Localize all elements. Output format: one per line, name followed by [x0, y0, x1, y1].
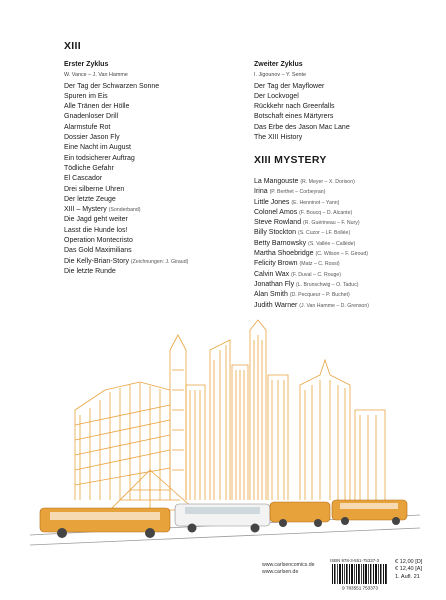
title-item: [254, 198, 439, 208]
price-block: [395, 559, 422, 581]
title-item: [254, 82, 434, 92]
title-item: [254, 208, 439, 218]
title-text: Billy Stockton: [254, 229, 297, 237]
title-note: (F. Boucq – D. Alcante): [299, 209, 353, 216]
title-item: [254, 218, 439, 228]
title-text: Das Gold Maximilians: [64, 247, 132, 255]
title-text: Judith Warner: [254, 301, 298, 309]
title-text: Operation Montecristo: [64, 237, 133, 245]
title-text: Jonathan Fly: [254, 280, 295, 288]
title-item: [64, 215, 244, 225]
left-subheading: Erster Zyklus: [64, 61, 109, 68]
title-item: [64, 185, 244, 195]
title-text: Der Lockvogel: [254, 92, 299, 100]
title-text: Colonel Amos: [254, 208, 298, 216]
title-note: (P. Berthet – Corbeyran): [269, 189, 326, 196]
title-item: [254, 228, 439, 238]
city-skyline-illustration: [0, 290, 446, 560]
title-text: Betty Barnowsky: [254, 239, 307, 247]
title-item: [64, 154, 244, 164]
title-note: (L. Brunschwig – O. Taduc): [296, 281, 359, 288]
title-item: [254, 177, 439, 187]
right-column: [254, 60, 434, 143]
title-item: [64, 92, 244, 102]
title-item: [254, 112, 434, 122]
left-column: [64, 60, 244, 277]
title-text: Dossier Jason Fly: [64, 134, 120, 142]
title-text: Die Kelly-Brian-Story: [64, 257, 129, 265]
title-text: Alan Smith: [254, 291, 288, 299]
title-note: (Sonderband): [108, 207, 141, 214]
title-item: [64, 236, 244, 246]
edition-note: 1. Aufl. 21: [395, 573, 420, 580]
title-text: Der letzte Zeuge: [64, 195, 116, 203]
title-text: Calvin Wax: [254, 270, 290, 278]
title-item: [254, 239, 439, 249]
title-item: [64, 257, 244, 267]
title-item: [254, 259, 439, 269]
title-item: [254, 249, 439, 259]
mystery-heading: XIII MYSTERY: [254, 154, 327, 166]
title-item: [254, 187, 439, 197]
title-text: Botschaft eines Märtyrers: [254, 113, 334, 121]
left-title-list: [64, 82, 244, 278]
left-heading: XIII: [64, 40, 81, 52]
title-text: Spuren im Eis: [64, 92, 108, 100]
title-item: [64, 133, 244, 143]
title-item: [254, 133, 434, 143]
title-item: [64, 205, 244, 215]
title-item: [64, 164, 244, 174]
title-item: [254, 270, 439, 280]
title-text: La Mangouste: [254, 178, 299, 185]
title-text: Das Erbe des Jason Mac Lane: [254, 123, 350, 131]
title-note: (J. Van Hamme – D. Grenson): [299, 302, 369, 309]
right-title-list: [254, 82, 434, 144]
title-item: [254, 280, 439, 290]
title-text: Little Jones: [254, 198, 290, 206]
title-text: Die letzte Runde: [64, 267, 116, 275]
title-item: [254, 123, 434, 133]
website-carlsencomics[interactable]: www.carlsencomics.de: [262, 562, 315, 568]
title-text: Alarmstufe Rot: [64, 123, 111, 131]
title-note: (R. Meyer – X. Dorison): [300, 179, 355, 185]
title-text: The XIII History: [254, 134, 303, 142]
barcode: [330, 564, 390, 590]
title-note: (E. Henninot – Yann): [291, 199, 340, 206]
title-note: (R. Guérineau – F. Nury): [303, 220, 360, 227]
title-note: (S. Cuzor – LF. Bollée): [297, 230, 351, 237]
title-text: Der Tag der Schwarzen Sonne: [64, 82, 160, 90]
title-item: [254, 102, 434, 112]
title-item: [64, 174, 244, 184]
website-carlsen[interactable]: www.carlsen.de: [262, 569, 299, 575]
title-text: Drei silberne Uhren: [64, 185, 125, 193]
right-authors: I. Jigounov – Y. Sente: [254, 72, 306, 79]
title-item: [64, 226, 244, 236]
isbn-text: ISBN 978-3-551-75337-3: [330, 558, 380, 563]
price-at: € 12,40 [A]: [395, 566, 423, 573]
title-item: [64, 123, 244, 133]
title-note: (Matz – C. Rossi): [299, 261, 340, 268]
title-text: El Cascador: [64, 175, 103, 183]
title-item: [64, 112, 244, 122]
title-text: Alle Tränen der Hölle: [64, 103, 130, 111]
title-text: Eine Nacht im August: [64, 144, 131, 152]
web-links: [262, 562, 314, 576]
title-note: (C. Wilson – F. Giroud): [315, 251, 368, 258]
barcode-number: 9 783551 753373: [342, 585, 378, 590]
title-note: (Zeichnungen: J. Giraud): [130, 258, 189, 265]
title-note: (S. Vallée – Callède): [308, 240, 356, 247]
title-text: Lasst die Hunde los!: [64, 226, 128, 234]
title-text: Felicity Brown: [254, 260, 298, 268]
title-text: Tödliche Gefahr: [64, 164, 114, 172]
title-text: Ein todsicherer Auftrag: [64, 154, 135, 162]
left-authors: W. Vance – J. Van Hamme: [64, 72, 128, 79]
title-text: Irina: [254, 188, 268, 196]
title-item: [64, 267, 244, 277]
title-text: XIII – Mystery: [64, 206, 107, 214]
title-text: Der Tag der Mayflower: [254, 82, 325, 90]
title-note: (F. Duval – C. Rouge): [291, 271, 341, 278]
title-text: Die Jagd geht weiter: [64, 216, 128, 224]
title-item: [64, 143, 244, 153]
price-de: € 12,00 [D]: [395, 559, 423, 565]
title-text: Gnadenloser Drill: [64, 113, 119, 121]
title-item: [64, 246, 244, 256]
title-item: [64, 82, 244, 92]
title-text: Martha Shoebridge: [254, 250, 314, 258]
title-text: Rückkehr nach Greenfalls: [254, 103, 335, 111]
title-note: (D. Pecqueur – P. Buchet): [289, 292, 350, 299]
title-item: [64, 102, 244, 112]
title-text: Steve Rowland: [254, 219, 302, 227]
right-subheading: Zweiter Zyklus: [254, 61, 303, 68]
cars-street: [40, 500, 407, 538]
title-item: [254, 92, 434, 102]
title-item: [64, 195, 244, 205]
